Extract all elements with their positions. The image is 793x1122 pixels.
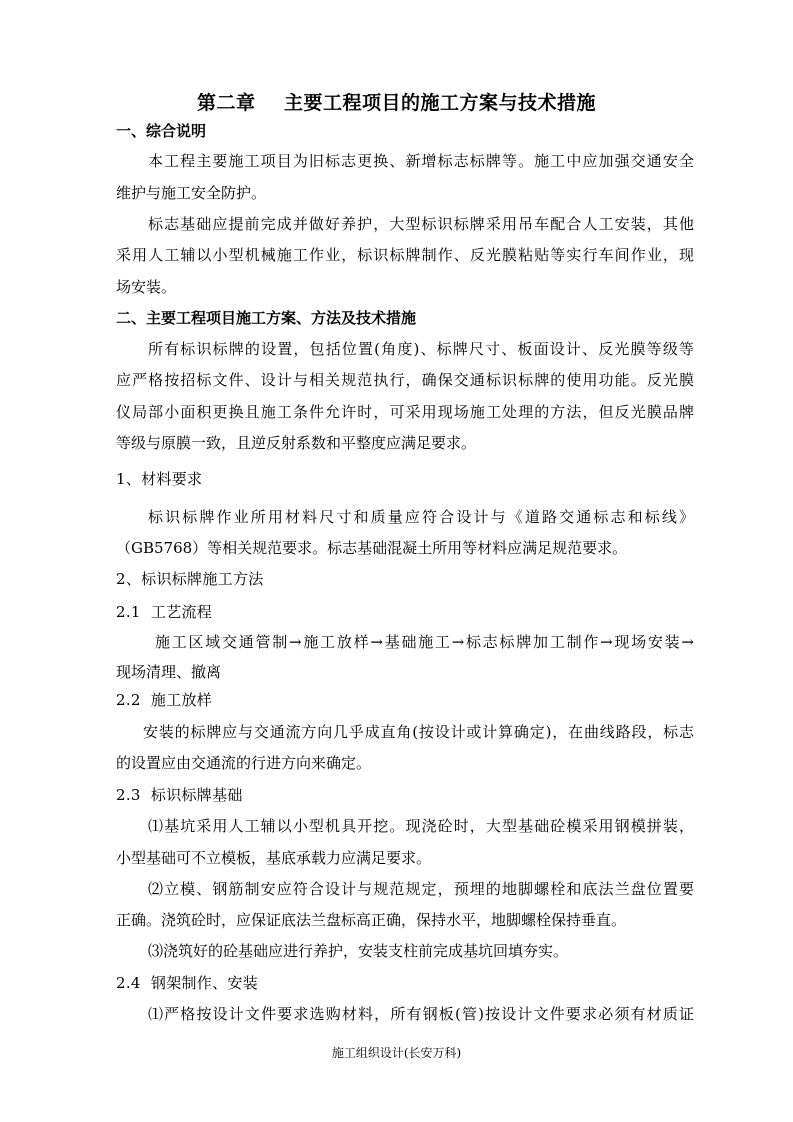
paragraph-line: 应严格按招标文件、设计与相关规范执行，确保交通标识标牌的使用功能。反光膜 [116,371,694,389]
subsection-heading: 2.2 施工放样 [116,691,213,709]
subsection-heading: 2.4 钢架制作、安装 [116,974,258,992]
paragraph-line: ⑴严格按设计文件要求选购材料，所有钢板(管)按设计文件要求必须有材质证 [148,1005,694,1023]
paragraph-line: 所有标识标牌的设置，包括位置(角度)、标牌尺寸、板面设计、反光膜等级等 [148,340,694,358]
paragraph-line: 小型基础可不立模板，基底承载力应满足要求。 [116,849,432,867]
page-footer: 施工组织设计(长安万科) [331,1046,462,1060]
paragraph-line: 本工程主要施工项目为旧标志更换、新增标志标牌等。施工中应加强交通安全 [148,152,694,170]
section-heading: 二、主要工程项目施工方案、方法及技术措施 [116,309,417,327]
paragraph-line: 仪局部小面积更换且施工条件允许时，可采用现场施工处理的方法，但反光膜品牌 [116,403,694,421]
subsection-heading: 2、标识标牌施工方法 [116,570,264,588]
paragraph-line: 标志基础应提前完成并做好养护，大型标识标牌采用吊车配合人工安装，其他 [148,215,694,233]
subsection-heading: 2.1 工艺流程 [116,603,213,621]
section-heading: 一、综合说明 [116,122,207,140]
subsection-heading: 2.3 标识标牌基础 [116,786,243,804]
paragraph-line: ⑶浇筑好的砼基础应进行养护，安装支柱前完成基坑回填夯实。 [148,942,569,960]
paragraph-line: 场安装。 [116,278,177,296]
paragraph-line: ⑴基坑采用人工辅以小型机具开挖。现浇砼时，大型基础砼模采用钢模拼装， [148,817,694,835]
paragraph-line: 等级与原膜一致，且逆反射系数和平整度应满足要求。 [116,434,477,452]
paragraph-line: 标识标牌作业所用材料尺寸和质量应符合设计与《道路交通标志和标线》 [148,508,694,526]
paragraph-line: ⑵立模、钢筋制安应符合设计与规范规定，预埋的地脚螺栓和底法兰盘位置要 [148,880,694,898]
paragraph-line: 的设置应由交通流的行进方向来确定。 [116,754,372,772]
paragraph-line: 维护与施工安全防护。 [116,184,267,202]
paragraph-line: 施工区域交通管制→施工放样→基础施工→标志标牌加工制作→现场安装→ [155,633,694,651]
paragraph-line: 安装的标牌应与交通流方向几乎成直角(按设计或计算确定)，在曲线路段，标志 [143,723,694,741]
paragraph-line: （GB5768）等相关规范要求。标志基础混凝土所用等材料应满足规范要求。 [116,539,628,557]
paragraph-line: 正确。浇筑砼时，应保证底法兰盘标高正确，保持水平，地脚螺栓保持垂直。 [116,911,627,929]
subsection-heading: 1、材料要求 [116,470,203,488]
chapter-title: 第二章 主要工程项目的施工方案与技术措施 [197,92,596,114]
paragraph-line: 现场清理、撤离 [116,663,222,681]
paragraph-line: 采用人工辅以小型机械施工作业，标识标牌制作、反光膜粘贴等实行车间作业，现 [116,246,694,264]
